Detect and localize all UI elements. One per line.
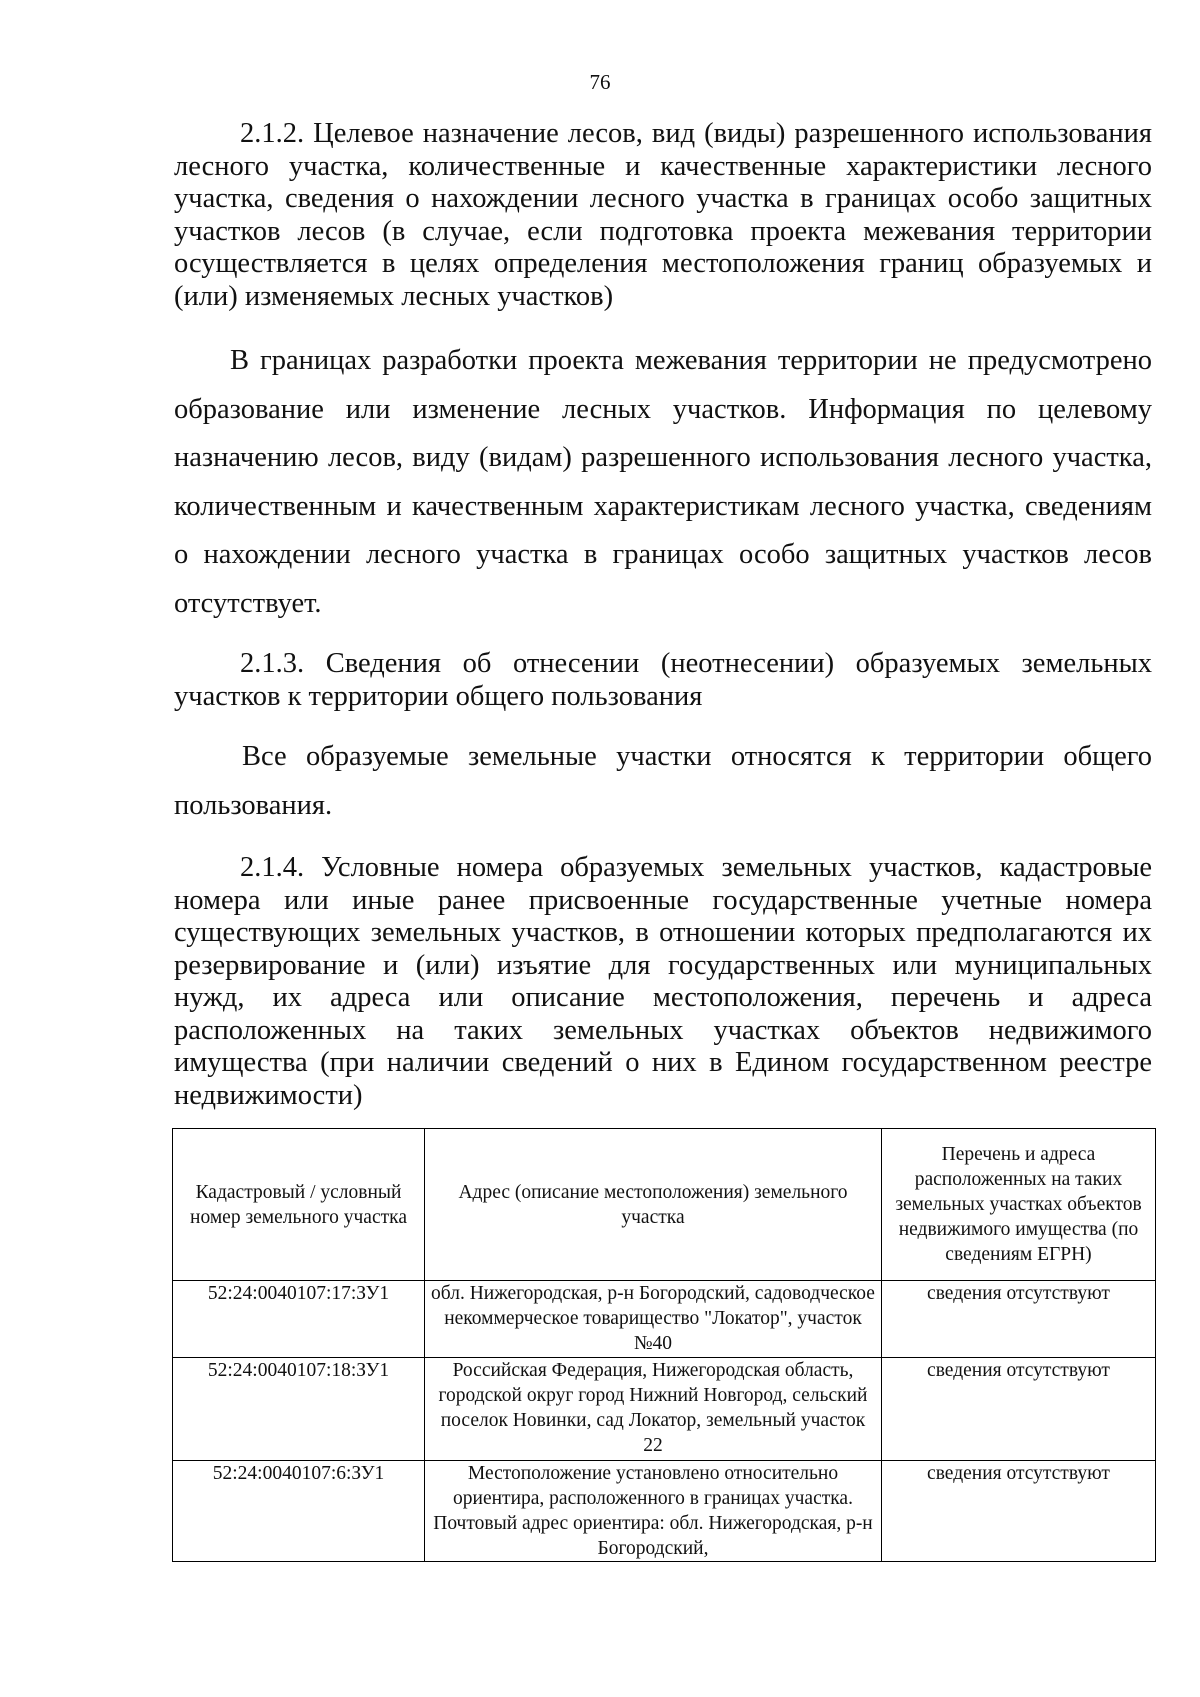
section-paragraph-forest: В границах разработки проекта межевания территории не предусмотрено образование или изменение лесных участков. Информация по целевому назначению лесов, виду (видам) разрешенного использования лесного участка, количественным и качественным характеристикам лесного участка, сведениям о нахождении лесного участка в границах особо защитных участков лесов отсутствует.	[174, 345, 1152, 619]
land-plots-table	[172, 1128, 1156, 1562]
section-heading-2-1-2: 2.1.2. Целевое назначение лесов, вид (виды) разрешенного использования лесного участка, количественные и качественные характеристики лесного участка, сведения о нахождении лесного участка в границах особо защитных участков лесов (в случае, если подготовка проекта межевания территории осуществляется в целях определения местоположения границ образуемых и (или) изменяемых лесных участков)	[174, 118, 1152, 312]
table-row	[173, 1461, 1156, 1562]
header-address: Адрес (описание местоположения) земельного участка	[425, 1129, 882, 1281]
cell-address: Российская Федерация, Нижегородская область, городской округ город Нижний Новгород, сельский поселок Новинки, сад Локатор, земельный участок 22	[425, 1358, 882, 1461]
land-plots-table-wrapper	[172, 1128, 1155, 1562]
cell-cadastral-number: 52:24:0040107:18:ЗУ1	[173, 1358, 425, 1461]
cell-cadastral-number: 52:24:0040107:17:ЗУ1	[173, 1281, 425, 1358]
section-heading-2-1-3: 2.1.3. Сведения об отнесении (неотнесении) образуемых земельных участков к территории общего пользования	[174, 648, 1152, 712]
cell-address: Местоположение установлено относительно ориентира, расположенного в границах участка. Почтовый адрес ориентира: обл. Нижегородская, р-н Богородский,	[425, 1461, 882, 1562]
cell-real-estate-objects: сведения отсутствуют	[882, 1358, 1156, 1461]
table-row	[173, 1358, 1156, 1461]
cell-address: обл. Нижегородская, р-н Богородский, садоводческое некоммерческое товарищество "Локатор", участок №40	[425, 1281, 882, 1358]
cell-real-estate-objects: сведения отсутствуют	[882, 1281, 1156, 1358]
cell-real-estate-objects: сведения отсутствуют	[882, 1461, 1156, 1562]
header-cadastral-number: Кадастровый / условный номер земельного участка	[173, 1129, 425, 1281]
section-heading-2-1-4: 2.1.4. Условные номера образуемых земельных участков, кадастровые номера или иные ранее присвоенные государственные учетные номера существующих земельных участков, в отношении которых предполагаются их резервирование и (или) изъятие для государственных или муниципальных нужд, их адреса или описание местоположения, перечень и адреса расположенных на таких земельных участках объектов недвижимого имущества (при наличии сведений о них в Едином государственном реестре недвижимости)	[174, 852, 1152, 1111]
table-header-row	[173, 1129, 1156, 1281]
cell-cadastral-number: 52:24:0040107:6:ЗУ1	[173, 1461, 425, 1562]
document-body	[174, 118, 1152, 1112]
page-number: 76	[589, 70, 611, 94]
section-paragraph-public-use: Все образуемые земельные участки относятся к территории общего пользования.	[174, 741, 1152, 821]
header-real-estate-objects: Перечень и адреса расположенных на таких земельных участках объектов недвижимого имущества (по сведениям ЕГРН)	[882, 1129, 1156, 1281]
table-row	[173, 1281, 1156, 1358]
